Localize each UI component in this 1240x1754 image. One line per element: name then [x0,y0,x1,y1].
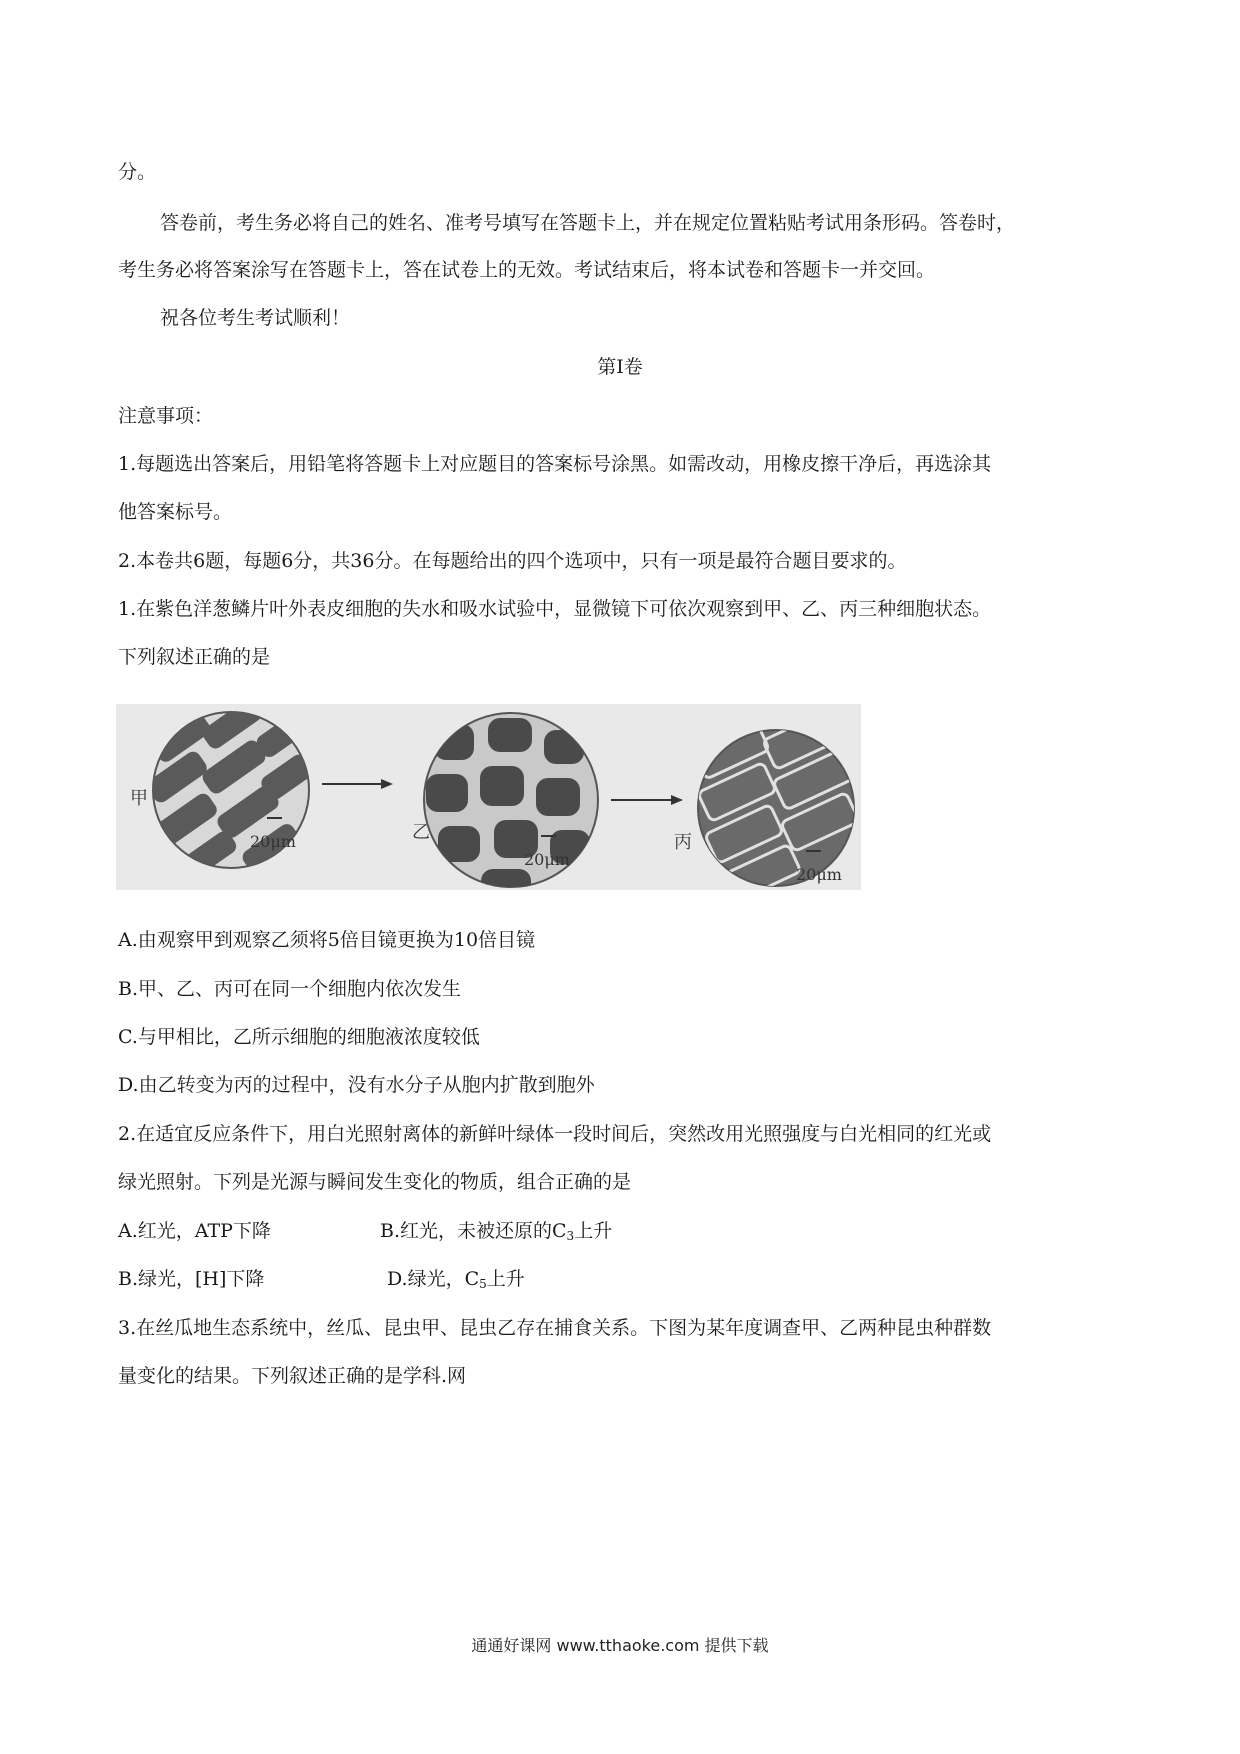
microscope-figure-graphic [116,704,861,890]
page-footer: 通通好课网 www.tthaoke.com 提供下载 [471,1636,769,1655]
q1-option-d: D.由乙转变为丙的过程中，没有水分子从胞内扩散到胞外 [118,1074,595,1096]
q1-option-a: A.由观察甲到观察乙须将5倍目镜更换为10倍目镜 [118,929,536,951]
q3-stem-a: 3.在丝瓜地生态系统中，丝瓜、昆虫甲、昆虫乙存在捕食关系。下图为某年度调查甲、乙两种昆虫种群数 [118,1317,992,1339]
notice-item-1b: 他答案标号。 [118,501,233,523]
q1-option-c: C.与甲相比，乙所示细胞的细胞液浓度较低 [118,1026,480,1048]
label-bing: 丙 [674,832,692,853]
q2-option-d [387,1267,525,1291]
q1-stem-b: 下列叙述正确的是 [118,646,271,668]
scale-label-3: 20μm [796,865,842,884]
notice-heading: 注意事项： [118,405,214,427]
q1-option-b: B.甲、乙、丙可在同一个细胞内依次发生 [118,978,462,1000]
scale-label-1: 20μm [250,832,296,851]
q2-stem-b: 绿光照射。下列是光源与瞬间发生变化的物质，组合正确的是 [118,1171,632,1193]
q2-stem-a: 2.在适宜反应条件下，用白光照射离体的新鲜叶绿体一段时间后，突然改用光照强度与白光相同的红光或 [118,1123,992,1145]
section-title: 第Ⅰ卷 [597,356,643,378]
intro-line-1: 答卷前，考生务必将自己的姓名、准考号填写在答题卡上，并在规定位置粘贴考试用条形码。答卷时， [160,212,1016,234]
microscope-figure [116,704,861,890]
label-jia: 甲 [130,788,148,809]
notice-item-1a: 1.每题选出答案后，用铅笔将答题卡上对应题目的答案标号涂黑。如需改动，用橡皮擦干净后，再选涂其 [118,453,992,475]
label-yi: 乙 [412,822,430,843]
intro-line-3: 祝各位考生考试顺利！ [160,307,351,329]
q3-stem-b: 量变化的结果。下列叙述正确的是学科.网 [118,1365,467,1387]
intro-line-2: 考生务必将答案涂写在答题卡上，答在试卷上的无效。考试结束后，将本试卷和答题卡一并交回。 [118,259,936,281]
notice-item-2: 2.本卷共6题，每题6分，共36分。在每题给出的四个选项中，只有一项是最符合题目要求的。 [118,550,907,572]
intro-line-0: 分。 [118,161,157,183]
q2-option-b-red-tail: 上升 [574,1220,613,1242]
q2-option-b-red-text: B.红光，未被还原的C [380,1220,567,1242]
subscript-5: 5 [479,1277,487,1291]
q2-option-d-text: D.绿光，C [387,1268,480,1290]
q2-option-b-red [380,1219,612,1243]
subscript-3: 3 [566,1229,575,1243]
q2-option-d-tail: 上升 [486,1268,525,1290]
q2-option-b-green: B.绿光，[H]下降 [118,1268,265,1290]
scale-label-2: 20μm [524,850,570,869]
q1-stem-a: 1.在紫色洋葱鳞片叶外表皮细胞的失水和吸水试验中，显微镜下可依次观察到甲、乙、丙三种细胞状态。 [118,598,992,620]
q2-option-a: A.红光，ATP下降 [118,1220,271,1242]
